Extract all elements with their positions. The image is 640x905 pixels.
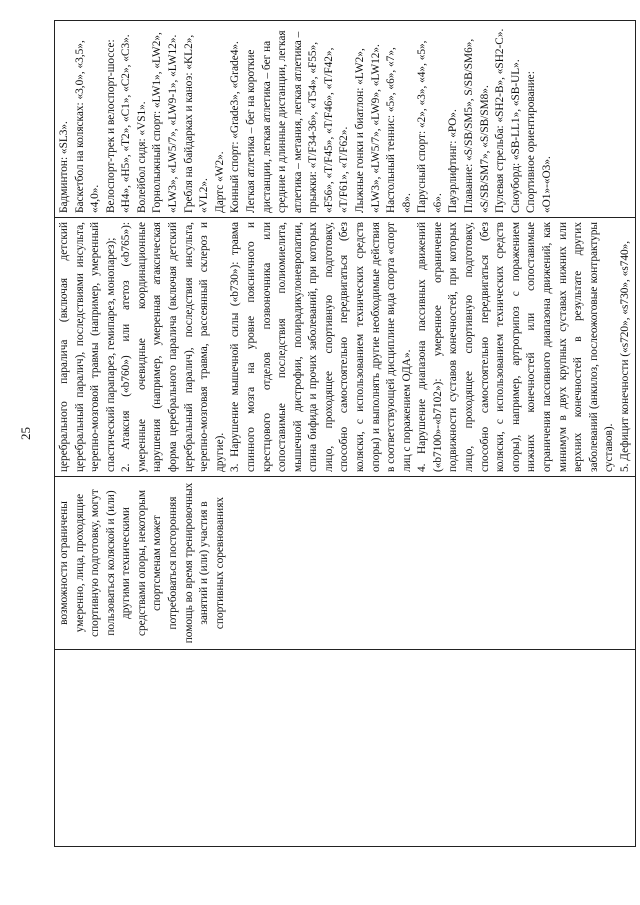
sport-class-line: Сноуборд: «SB-LL1», «SB-UL». xyxy=(509,59,522,213)
sport-class-line: Легкая атлетика – бег на короткие дистанции, легкая атлетика – бег на средние и длинные дистанции, легкая атлетика – метания, легкая атлетика – прыжки: «T/F34-36», «T54», «F55», «F56», «T/F45», «T/F46», «T/F42», «T/F61», «T/F62». xyxy=(244,30,351,213)
impairment-line: 4. Нарушение диапазона пассивных движений («b7100»-«b7102»): умеренное ограничение подвижности суставов конечностей, при которых лицо, проходящее спортивную подготовку, способно самостоятельно передвигаться (без коляски, с использованием технических средств опоры), например, артрогрипоз с поражением нижних конечностей или сопоставимые ограничения пассивного диапазона движений, как минимум в двух крупных суставах нижних или верхних конечностей в результате других заболеваний (анкилоз, послеожоговые контрактуры суставов). xyxy=(416,222,616,472)
sport-class-line: Гребля на байдарках и каноэ: «KL2», «VL2». xyxy=(182,34,211,213)
sport-class-line: Конный спорт: «Grade3», «Grade4». xyxy=(229,41,242,213)
table-row xyxy=(55,21,636,847)
sport-class-line: Лыжные гонки и биатлон: «LW2», «LW3», «LW5/7», «LW9», «LW12». xyxy=(353,44,382,213)
sport-class-line: Дартс «W2». xyxy=(213,151,226,213)
sport-class-line: Велоспорт-трек и велоспорт-шоссе: «H4», «H5», «T2», «C1», «C2», «C3». xyxy=(104,34,133,213)
sport-class-line: Бадминтон: «SL3». xyxy=(58,121,70,213)
sport-class-line: Плавание: «S/SB/SM5», S/SB/SM6», «S/SB/SM7», «S/SB/SM8». xyxy=(463,38,491,213)
impairment-line: 2. Атаксия («b760») или атетоз («b765»): умеренные очевидные координационные нарушения (например, умеренная атаксическая форма церебрального паралича (включая детский церебральный паралич), последствия инсульта, черепно-мозговая травма, рассеянный склероз и другие). xyxy=(120,222,226,472)
sport-class-line: Настольный теннис: «5», «6», «7», «8». xyxy=(385,47,413,213)
impairment-line: церебрального паралича (включая детский церебральный паралич), последствиями инсульта, черепно-мозговой травмы (например, умеренный спастический парапарез, гемипарез, монопарез); xyxy=(58,222,117,472)
sport-class-line: Пулевая стрельба: «SH2-B», «SH2-C». xyxy=(494,28,507,213)
sport-class-line: Волейбол сидя: «VS1». xyxy=(135,101,148,213)
table-cell-impairments xyxy=(55,218,636,477)
rotated-page xyxy=(54,28,631,847)
sport-class-line: Горнолыжный спорт: «LW1», «LW2», «LW3», «LW5/7», «LW9-1», «LW12». xyxy=(151,32,180,213)
impairment-line: 3. Нарушение мышечной силы («b730»): травма спинного мозга на уровне поясничного и крестцового отделов позвоночника или сопоставимые последствия полиомиелита, мышечной дистрофии, полирадикулоневропатии, спина бифида и прочих заболеваний, при которых лицо, проходящее спортивную подготовку, способно самостоятельно передвигаться (без коляски, с использованием технических средств опоры) и выполнять другие необходимые действия в соответствующей дисциплине вида спорта «спорт лиц с поражением ОДА». xyxy=(229,222,413,472)
sport-class-line: Спортивное ориентирование: «O1»-«O3». xyxy=(525,71,553,213)
page-number: 25 xyxy=(18,427,33,440)
sport-class-line: Баскетбол на колясках: «3,0», «3,5», «4,0». xyxy=(73,40,102,213)
sport-class-line: Пауэрлифтинг: «PO». xyxy=(447,109,460,213)
table-cell-functional-description: возможности ограничены умеренно, лица, проходящие спортивную подготовку, могут пользоваться коляской и (или) другими техническими средствами опоры, некоторым спортсменам может потребоваться посторонняя помощь во время тренировочных занятий и (или) участия в спортивных соревнованиях xyxy=(55,477,636,650)
sport-class-line: Парусный спорт: «2», «3», «4», «5», «6». xyxy=(416,40,444,213)
classification-table xyxy=(54,20,636,847)
impairment-line: 5. Дефицит конечности («s720», «s730», «s740», xyxy=(618,240,631,472)
table-cell-sport-classes xyxy=(55,21,636,218)
table-cell-sport-class xyxy=(55,650,636,847)
